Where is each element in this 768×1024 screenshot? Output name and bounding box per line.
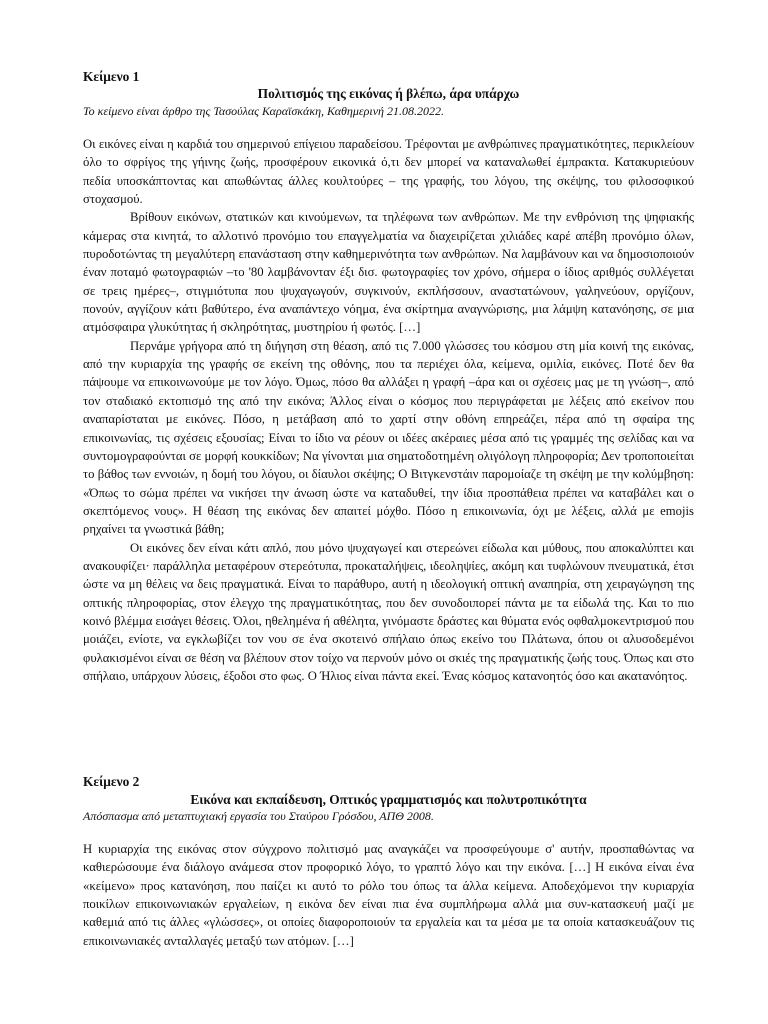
text-1-body bbox=[83, 135, 694, 685]
text-2-paragraph-1: Η κυριαρχία της εικόνας στον σύγχρονο πολιτισμό μας αναγκάζει να προσφεύγουμε σ' αυτήν, προσπαθώντας να καθιερώσουμε ένα διάλογο ανάμεσα στον προφορικό λόγο, το γραπτό λόγο και την εικόνα. […] Η εικόνα είναι ένα «κείμενο» προς κατανόηση, που παίζει κι αυτό το ρόλο του όπως τα άλλα κείμενα. Αποδεχόμενοι την κυριαρχία ποικίλων επικοινωνιακών εργαλείων, η εικόνα δεν είναι πια ένα συμπλήρωμα αλλά μια συν-κατασκευή μαζί με καθεμιά από τις άλλες «γλώσσες», οι οποίες διαφοροποιούν τα εργαλεία και τα μέσα με τα οποία κατασκευάζουν τις επικοινωνιακές ανταλλαγές μεταξύ των ατόμων. […] bbox=[83, 842, 694, 948]
text-2-label: Κείμενο 2 bbox=[83, 774, 140, 789]
text-2-body bbox=[83, 840, 694, 950]
text-1-paragraph-4: Οι εικόνες δεν είναι κάτι απλό, που μόνο ψυχαγωγεί και στερεώνει είδωλα και μύθους, που αποκαλύπτει και ανακουφίζει· παράλληλα μεταφέρουν στερεότυπα, προκαταλήψεις, ιδεοληψίες, ακόμη και τυφλώνουν πνευματικά, έτσι ώστε να μη θέλεις να δεις πραγματικά. Είναι το παράθυρο, αυτή η ιδεολογική οπτική αναπηρία, στη χειραγώγηση της οπτικής πληροφορίας, στον έλεγχο της πραγματικότητας, που δεν συνοδοιπορεί πάντα με τα είδωλά της. Και το πιο κοινό βλέμμα εισάγει θέσεις. Όλοι, ηθελημένα ή αθέλητα, γινόμαστε δράστες και θύματα ενός οφθαλμοκεντρισμού που μοιάζει, ενίοτε, να εγκλωβίζει τον νου σε ένα σκοτεινό σπήλαιο όπως εκείνο του Πλάτωνα, όπου οι αλυσοδεμένοι φυλακισμένοι είναι σε θέση να βλέπουν στον τοίχο να περνούν μόνο οι σκιές της πραγματικής ζωής τους. Όπως και στο σπήλαιο, υπάρχουν λύσεις, έξοδοι στο φως. Ο Ήλιος είναι πάντα εκεί. Ένας κόσμος κατανοητός όσο και ακατανόητος. bbox=[83, 540, 694, 683]
text-2-title: Εικόνα και εκπαίδευση, Οπτικός γραμματισμός και πολυτροπικότητα bbox=[190, 792, 587, 807]
text-1-paragraph-2: Βρίθουν εικόνων, στατικών και κινούμενων, τα τηλέφωνα των ανθρώπων. Με την ενθρόνιση της ψηφιακής κάμερας στα κινητά, το αλλοτινό προνόμιο του επαγγελματία να διαχειρίζεται χιλιάδες καρέ απέβη προνόμιο όλων, πυροδοτώντας τη μεγαλύτερη επανάσταση στην καθημερινότητα των ανθρώπων. Να λαμβάνουν και να δημοσιοποιούν έναν ποταμό φωτογραφιών –το '80 λαμβάνονταν έξι δισ. φωτογραφίες τον χρόνο, σήμερα ο ίδιος αριθμός συλλέγεται σε τρεις ημέρες–, στιγμιότυπα που ψυχαγωγούν, συγκινούν, εκπλήσσουν, αναστατώνουν, γαληνεύουν, οργίζουν, πονούν, αγγίζουν κάτι βαθύτερο, ένα αναπάντεχο νόημα, ένα σκίρτημα αναγνώρισης, μια λάμψη κατανόησης, σε μια ατμόσφαιρα γλυκύτητας ή σκληρότητας, μυστηρίου ή φωτός. […] bbox=[83, 210, 694, 335]
text-1-label: Κείμενο 1 bbox=[83, 69, 140, 84]
text-1-title: Πολιτισμός της εικόνας ή βλέπω, άρα υπάρχω bbox=[257, 86, 520, 101]
text-1-paragraph-3: Περνάμε γρήγορα από τη διήγηση στη θέαση, από τις 7.000 γλώσσες του κόσμου στη μία κοινή της εικόνας, από την κυριαρχία της γραφής σε εκείνη της οθόνης, που τα περιέχει όλα, κείμενα, ομιλία, εικόνες. Ποτέ δεν θα πάψουμε να επικοινωνούμε με τον λόγο. Όμως, πόσο θα αλλάξει η γραφή –άρα και οι σχέσεις μας με τη γνώση–, από τον σταδιακό εκτοπισμό της από την εικόνα; Άλλος είναι ο κόσμος που περιγράφεται με λέξεις από εκείνον που αναπαρίσταται με εικόνες. Πόσο, η μετάβαση από το χαρτί στην οθόνη επηρεάζει, πέρα από τη σφαίρα της επικοινωνίας, τις σχέσεις εξουσίας; Είναι το ίδιο να ρέουν οι ιδέες ακέραιες μέσα από τις γραμμές της σελίδας και να συντομογραφούνται σε μορφή κουκκίδων; Να γίνονται μια σηματοδοτημένη ολιγόλογη πληροφορία; Δεν τροποποιείται το βάθος των εννοιών, η δομή του λόγου, οι δίαυλοι σκέψης; Ο Βιτγκενστάιν παρομοίαζε τη σκέψη με την κολύμβηση: «Όπως το σώμα πρέπει να νικήσει την άνωση ώστε να καταδυθεί, την ίδια προσπάθεια πρέπει να καταβάλει και ο σκεπτόμενος νους». Η θέαση της εικόνας δεν απαιτεί μόχθο. Πόσο η επικοινωνία, όχι με λέξεις, αλλά με emojis ρηχαίνει τα γνωστικά βάθη; bbox=[83, 338, 694, 537]
text-2-source: Απόσπασμα από μεταπτυχιακή εργασία του Σταύρου Γρόσδου, ΑΠΘ 2008. bbox=[83, 809, 434, 823]
text-1-source: Το κείμενο είναι άρθρο της Τασούλας Καραϊσκάκη, Καθημερινή 21.08.2022. bbox=[83, 104, 444, 118]
text-1-paragraph-1: Οι εικόνες είναι η καρδιά του σημερινού επίγειου παραδείσου. Τρέφονται με ανθρώπινες πραγματικότητες, περικλείουν όλο το σφρίγος της γήινης ζωής, προσφέρουν εικονικά ό,τι δεν μπορεί να καταναλωθεί έμπρακτα. Κατακυριεύουν πεδία υποσκάπτοντας και απωθώντας άλλες κουλτούρες – της γραφής, του λόγου, της σκέψης, του φιλοσοφικού στοχασμού. bbox=[83, 137, 694, 207]
